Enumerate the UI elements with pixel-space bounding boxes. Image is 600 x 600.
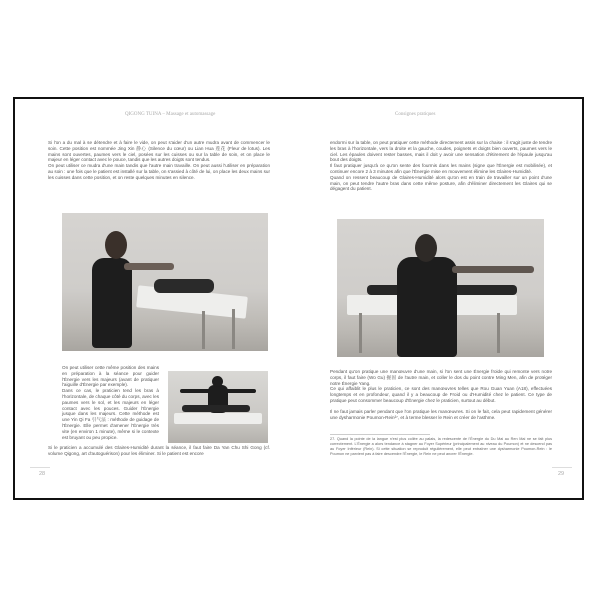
paragraph: Pendant qu'on pratique une manœuvre d'une main, si l'on sent une Énergie froide qui remonte vers notre corps, il faut faire (Wo Gu) 握固 de l'autre main, et coller le dos du point contre Ming Men, afin de protéger notre Énergie Yang. bbox=[330, 369, 552, 386]
paragraph: Dans ce cas, le praticien tend les bras à l'horizontale, de chaque côté du corps, avec les paumes vers le sol, et les majeurs en léger contact avec les pouces. Guider l'Énergie jusque dans les majeurs. Cette méthode est une Yin Qi Fa 引气法 : méthode de guidage de l'Énergie. Elle permet d'amener l'Énergie très vite (en environ 1 minute), même si le contexte est bruyant ou peu propice. bbox=[62, 388, 159, 440]
left-page bbox=[15, 99, 300, 498]
footnote-rule bbox=[330, 434, 430, 435]
book-spread bbox=[13, 97, 584, 500]
paragraph: Ce qui affaiblit le plus le praticien, ce sont des manœuvres telles que Rou Guan Yuan (A18), effectuées longtemps et en profondeur, quand il y a beaucoup de Froid ou d'Humidité chez le patient. Ce type de pratique peut consommer beaucoup d'Énergie chez le praticien, surtout au début. bbox=[330, 386, 552, 403]
paragraph: Quand on ressent beaucoup de Glaires-Humidité alors qu'on est en train de travailler sur un point d'une main, on peut tendre l'autre bras dans cette même posture, afin d'éliminer directement les Glaires qui se dégagent du patient. bbox=[330, 174, 552, 192]
practitioner-body bbox=[92, 258, 132, 348]
folio-rule bbox=[552, 467, 572, 468]
photo-arms-extended bbox=[168, 371, 268, 443]
reclining-patient bbox=[182, 405, 250, 412]
page-number: 29 bbox=[558, 471, 565, 477]
table-leg bbox=[202, 311, 205, 349]
paragraph: On peut utiliser ce mudra d'une main tandis que l'autre main travaille. On peut aussi l'utiliser en préparation au soin : une fois que le patient est installé sur la table, on s'assied à côté de lui, on place les deux mains sur les cuisses dans cette position, et on reste quelques minutes en silence. bbox=[48, 163, 270, 180]
paragraph: endormi sur la table, on peut pratiquer cette méthode directement assis sur la chaise : il s'agit juste de tendre les bras à l'horizontale, vers la droite et la gauche, coudes, poignets et doigts bien ouverts, paumes vers le ciel. Les épaules doivent rester basses, mais il doit y avoir une sensation d'étirement de l'épaule jusqu'au bout des doigts. bbox=[330, 140, 552, 163]
left-running-head: QIGONG TUINA – Massage et automassage bbox=[125, 112, 216, 117]
extended-arm bbox=[452, 266, 534, 273]
paragraph: On peut utiliser cette même position des mains en préparation à la séance pour guider l'Énergie vers les majeurs (avant de pratiquer l'aiguille d'Énergie par exemple). bbox=[62, 365, 159, 388]
massage-table bbox=[174, 413, 262, 424]
paragraph: Il faut pratiquer jusqu'à ce qu'on sente des fourmis dans les mains (signe que l'Énergie est mobilisée), et continuer encore 2 à 3 minutes afin que l'Énergie mise en mouvement élimine les Glaires-Humidité. bbox=[330, 163, 552, 174]
table-leg bbox=[232, 309, 235, 349]
left-bottom-text bbox=[48, 445, 270, 457]
table-leg bbox=[497, 313, 500, 353]
reclining-patient bbox=[154, 279, 214, 293]
practitioner-head bbox=[415, 234, 437, 262]
photo-seated-practitioner bbox=[62, 213, 268, 351]
photo-practitioner-one-arm bbox=[337, 219, 544, 357]
right-top-text bbox=[330, 140, 552, 192]
extended-arm bbox=[124, 263, 174, 270]
right-page bbox=[300, 99, 585, 498]
practitioner-head bbox=[105, 231, 127, 259]
paragraph: Il ne faut jamais parler pendant que l'on pratique les manœuvres. Si on le fait, cela peut rapidement générer une dysharmonie Poumon-Rein²⁷, et à terme blesser le Rein et créer de l'asthme. bbox=[330, 408, 552, 420]
extended-arms bbox=[180, 389, 256, 393]
paragraph: Si l'on a du mal à se détendre et à faire le vide, on peut s'aider d'un autre mudra avant de commencer le soin. Cette position est nommée Jing Xin 静心 (Silence du cœur) ou Lian Hua 莲花 (Fleur de lotus). Les mains sont ouvertes, paumes vers le ciel, posées sur les cuisses ou sur la table de soin, et on place le majeur en léger contact avec le pouce, tandis que les autres doigts sont tendus. bbox=[48, 140, 270, 163]
page-number: 28 bbox=[39, 471, 46, 477]
practitioner-head bbox=[212, 376, 223, 387]
folio-rule bbox=[30, 467, 50, 468]
footnote: 27. Quand la pointe de la langue n'est plus collée au palais, la redescente de l'Énergie du Du Mai au Ren Mai ne se fait plus correctement. L'Énergie a alors tendance à stagner au Foyer Supérieur (principalement au niveau du Poumon) et ne descend pas au Foyer Inférieur (Rein). Si cette situation se reproduit régulièrement, elle peut entraîner une dysharmonie Poumon-Rein : le Poumon ne parvient pas à faire descendre l'Énergie, le Rein ne peut ancrer l'Énergie. bbox=[330, 437, 552, 456]
right-running-head: Consignes pratiques bbox=[395, 112, 436, 117]
right-bottom-text bbox=[330, 369, 552, 420]
paragraph: Si le praticien a accumulé des Glaires-Humidité durant la séance, il faut faire Da Yan Chu Shi Gong (cf. volume Qigong, art d'autoguérison) pour les éliminer. Si le patient est encore bbox=[48, 445, 270, 456]
practitioner-body bbox=[397, 257, 457, 357]
left-side-text bbox=[62, 365, 159, 440]
left-top-text bbox=[48, 140, 270, 181]
table-leg bbox=[359, 313, 362, 353]
